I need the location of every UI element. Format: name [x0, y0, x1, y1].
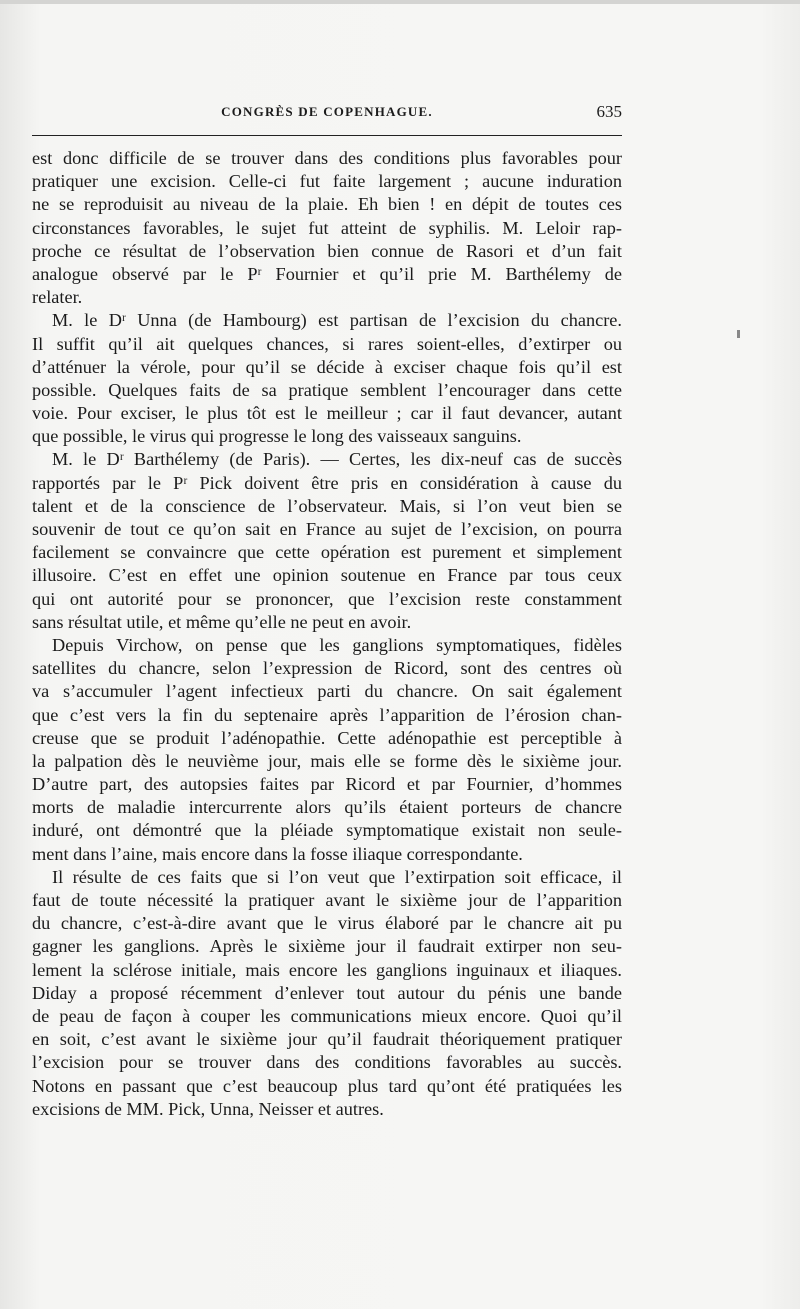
running-title: CONGRÈS DE COPENHAGUE. [221, 104, 433, 119]
text-line: illusoire. C’est en effet une opinion soutenue en France par tous ceux [32, 565, 622, 586]
text-line: D’autre part, des autopsies faites par Ricord et par Fournier, d’hommes [32, 774, 622, 795]
text-line: que possible, le virus qui progresse le long des vaisseaux sanguins. [32, 426, 522, 447]
text-line: proche ce résultat de l’observation bien connue de Rasori et d’un fait [32, 240, 622, 261]
text-line: facilement se convaincre que cette opération est purement et simplement [32, 542, 622, 563]
text-line: Il suffit qu’il ait quelques chances, si rares soient-elles, d’extirper ou [32, 333, 622, 354]
text-line: en soit, c’est avant le sixième jour qu’il faudrait théoriquement pratiquer [32, 1029, 622, 1050]
page-top-edge [0, 0, 800, 4]
text-line: pratiquer une excision. Celle-ci fut faite largement ; aucune induration [32, 171, 622, 192]
body-text [32, 147, 622, 1121]
text-line: souvenir de tout ce qu’on sait en France au sujet de l’excision, on pourra [32, 519, 622, 539]
text-line: circonstances favorables, le sujet fut atteint de syphilis. M. Leloir rap- [32, 217, 622, 238]
paragraph-start-barthelemy: M. le Dʳ Barthélemy (de Paris). — Certes, les dix-neuf cas de succès [52, 449, 622, 470]
text-line: que c’est vers la fin du septenaire après l’apparition de l’érosion chan- [32, 704, 622, 725]
text-line: Notons en passant que c’est beaucoup plus tard qu’ont été pratiquées les [32, 1075, 622, 1096]
text-line: analogue observé par le Pʳ Fournier et qu’il prie M. Barthélemy de [32, 263, 622, 284]
page-header [32, 104, 622, 126]
text-line: gagner les ganglions. Après le sixième jour il faudrait extirper non seu- [32, 936, 622, 957]
text-line: possible. Quelques faits de sa pratique semblent l’encourager dans cette [32, 379, 622, 400]
text-line: la palpation dès le neuvième jour, mais elle se forme dès le sixième jour. [32, 750, 622, 771]
text-line: de peau de façon à couper les communications mieux encore. Quoi qu’il [32, 1005, 622, 1026]
text-line: Diday a proposé récemment d’enlever tout autour du pénis une bande [32, 982, 622, 1003]
header-rule [32, 135, 622, 136]
text-line: voie. Pour exciser, le plus tôt est le meilleur ; car il faut devancer, autant [32, 403, 622, 424]
text-line: induré, ont démontré que la pléiade symptomatique existait non seule- [32, 820, 622, 841]
text-line: du chancre, c’est-à-dire avant que le virus élaboré par le chancre ait pu [32, 913, 622, 934]
page-number: 635 [596, 102, 622, 121]
text-line: qui ont autorité pour se prononcer, que l’excision reste constamment [32, 588, 622, 609]
text-line: morts de maladie intercurrente alors qu’ils étaient porteurs de chancre [32, 797, 622, 818]
text-line: ment dans l’aine, mais encore dans la fosse iliaque correspondante. [32, 843, 523, 864]
text-line: faut de toute nécessité la pratiquer avant le sixième jour de l’apparition [32, 890, 622, 910]
text-line: excisions de MM. Pick, Unna, Neisser et autres. [32, 1098, 384, 1119]
text-line: satellites du chancre, selon l’expression de Ricord, sont des centres où [32, 658, 622, 679]
paragraph-start-il-resulte: Il résulte de ces faits que si l’on veut que l’extirpation soit efficace, il [52, 866, 622, 887]
text-line: va s’accumuler l’agent infectieux parti du chancre. On sait également [32, 681, 622, 702]
text-line: creuse que se produit l’adénopathie. Cette adénopathie est perceptible à [32, 727, 622, 748]
text-line: est donc difficile de se trouver dans des conditions plus favorables pour [32, 148, 622, 168]
text-line: l’excision pour se trouver dans des conditions favorables au succès. [32, 1052, 622, 1073]
text-line: d’atténuer la vérole, pour qu’il se décide à exciser chaque fois qu’il est [32, 356, 622, 377]
paragraph-start-virchow: Depuis Virchow, on pense que les ganglions symptomatiques, fidèles [52, 634, 622, 655]
text-line: rapportés par le Pʳ Pick doivent être pris en considération à cause du [32, 472, 622, 493]
paragraph-start-unna: M. le Dʳ Unna (de Hambourg) est partisan de l’excision du chancre. [52, 310, 622, 331]
text-line: talent et de la conscience de l’observateur. Mais, si l’on veut bien se [32, 495, 622, 516]
text-line: ne se reproduisit au niveau de la plaie. Eh bien ! en dépit de toutes ces [32, 194, 622, 215]
text-line: relater. [32, 287, 83, 308]
text-line: sans résultat utile, et même qu’elle ne peut en avoir. [32, 611, 412, 632]
margin-speck [737, 330, 740, 338]
text-line: lement la sclérose initiale, mais encore les ganglions inguinaux et iliaques. [32, 959, 622, 980]
